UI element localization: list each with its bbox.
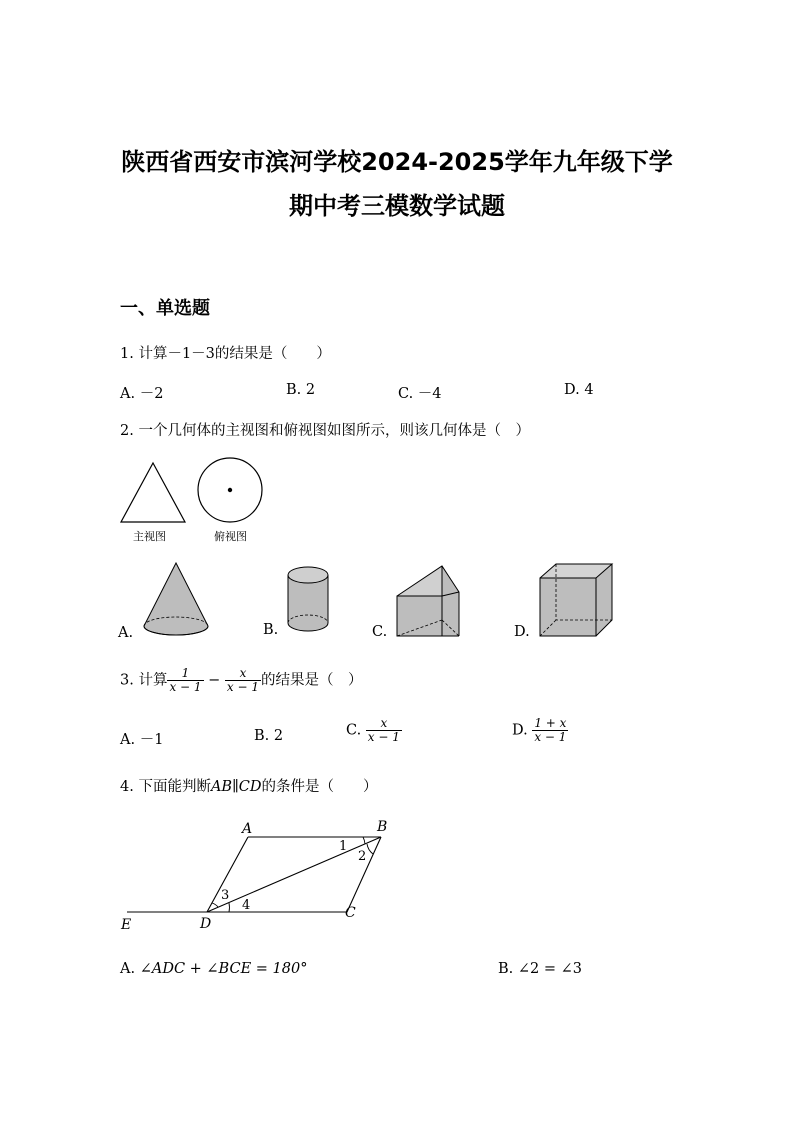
question-3-option-c	[346, 717, 402, 744]
label-D: D	[200, 916, 212, 932]
question-4-stem	[120, 775, 378, 796]
angle-2-arc	[367, 844, 373, 854]
question-4-option-b	[498, 961, 582, 977]
question-3-fraction-2	[225, 667, 261, 694]
angle-3-arc	[212, 903, 218, 907]
question-2-stem: 2. 一个几何体的主视图和俯视图如图所示，则该几何体是（ ）	[120, 423, 530, 439]
label-angle-3: 3	[221, 888, 230, 903]
option-d-denominator: x − 1	[534, 730, 567, 744]
question-4-option-a-math: ∠ADC + ∠BCE = 180°	[139, 961, 308, 977]
label-angle-1: 1	[339, 839, 348, 854]
page-title-line2: 期中考三模数学试题	[289, 192, 505, 220]
q4-geometry-figure	[115, 815, 405, 935]
question-4-option-b-math: ∠2 = ∠3	[517, 961, 582, 977]
option-c-denominator: x − 1	[367, 730, 400, 744]
question-3-stem	[120, 667, 363, 694]
question-3-option-d-fraction	[532, 717, 568, 744]
label-E: E	[121, 917, 132, 933]
question-3-option-a: A. －1	[120, 732, 164, 748]
question-2-option-b-letter: B.	[263, 622, 279, 638]
question-3-option-b: B. 2	[254, 728, 284, 744]
top-view-label: 俯视图	[214, 530, 247, 543]
top-view-center-dot	[228, 488, 232, 492]
question-2-option-a-letter: A.	[118, 625, 134, 641]
label-angle-4: 4	[242, 898, 251, 913]
label-angle-2: 2	[358, 849, 367, 864]
option-c-numerator: x	[380, 716, 388, 730]
page-title-line1: 陕西省西安市滨河学校2024-2025学年九年级下学	[121, 148, 673, 176]
question-1-option-b: B. 2	[286, 382, 316, 398]
question-3-option-c-fraction	[366, 717, 402, 744]
question-3-suffix: 的结果是（ ）	[261, 672, 363, 689]
question-3-option-d	[512, 717, 568, 744]
fraction-1-denominator: x − 1	[169, 680, 202, 694]
question-4-prefix: 4. 下面能判断	[120, 779, 211, 795]
question-2-option-c-letter: C.	[372, 624, 388, 640]
question-1-option-c: C. －4	[398, 386, 442, 402]
question-3-option-c-letter: C.	[346, 722, 362, 739]
question-3-minus: −	[208, 672, 221, 689]
label-C: C	[345, 905, 356, 921]
fraction-2-denominator: x − 1	[226, 680, 260, 694]
fraction-2-numerator: x	[239, 666, 247, 680]
question-4-option-a	[120, 961, 307, 977]
q2-views-figure	[115, 455, 275, 525]
question-2-option-d-letter: D.	[514, 624, 530, 640]
front-view-label: 主视图	[133, 530, 166, 543]
label-A: A	[242, 821, 253, 837]
question-1-stem: 1. 计算－1－3的结果是（ ）	[120, 346, 331, 362]
question-4-math: AB∥CD	[210, 779, 262, 795]
triangular-prism-icon	[392, 560, 462, 642]
cube-icon	[536, 560, 618, 642]
section-heading: 一、单选题	[120, 298, 210, 319]
question-1-option-a: A. －2	[120, 386, 164, 402]
label-B: B	[377, 819, 388, 835]
question-3-option-d-letter: D.	[512, 722, 528, 739]
front-view-triangle	[121, 463, 185, 522]
question-3-fraction-1	[167, 667, 203, 694]
diagonal-DB	[207, 837, 381, 912]
fraction-1-numerator: 1	[181, 666, 190, 680]
angle-1-arc	[363, 837, 365, 844]
question-4-option-b-letter: B.	[498, 961, 514, 977]
question-4-suffix: 的条件是（ ）	[261, 779, 378, 795]
option-d-numerator: 1 + x	[534, 716, 567, 730]
question-1-option-d: D. 4	[564, 382, 594, 398]
question-3-prefix: 3. 计算	[120, 672, 168, 689]
cylinder-icon	[284, 563, 332, 639]
cone-icon	[140, 560, 215, 640]
question-4-option-a-letter: A.	[120, 961, 136, 977]
